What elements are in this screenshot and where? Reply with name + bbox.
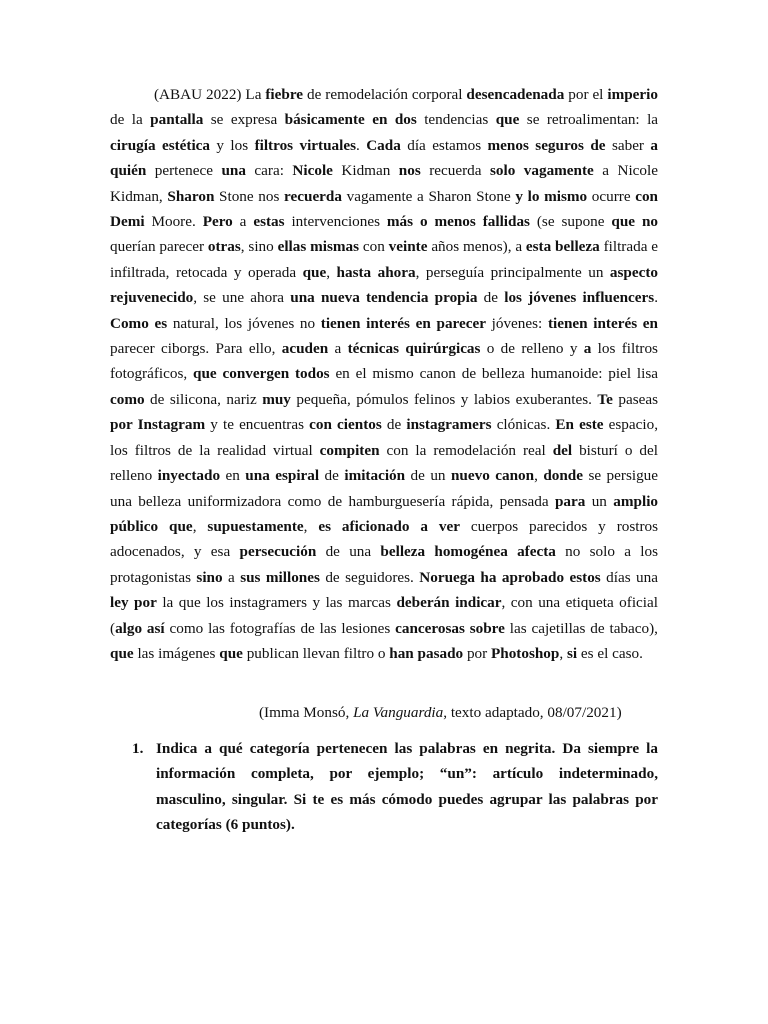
bold-term: que [302, 263, 327, 281]
text-run: . [356, 136, 367, 154]
text-run: a [328, 340, 348, 358]
text-run: de [381, 416, 407, 434]
text-run: , perseguía principalmente un [415, 263, 610, 281]
bold-term: del [552, 441, 573, 459]
bold-term: que [495, 111, 520, 129]
bold-term: aspecto rejuvenecido [110, 263, 659, 307]
bold-term: nuevo canon [450, 467, 535, 485]
bold-term: técnicas quirúrgicas [347, 340, 481, 358]
text-run: y los [210, 136, 255, 154]
bold-term: Nicole [292, 162, 333, 180]
text-run: por [463, 644, 491, 662]
text-run: . [654, 289, 658, 307]
bold-term: Como es [110, 314, 168, 332]
bold-term: Photoshop [490, 644, 560, 662]
bold-term: menos seguros de [487, 136, 606, 154]
bold-term: es aficionado a ver [318, 517, 460, 535]
text-run: Kidman [332, 162, 399, 180]
bold-term: una nueva tendencia propia [290, 289, 478, 307]
bold-term: Cada [366, 136, 401, 154]
text-run: de silicona, nariz [144, 390, 263, 408]
text-run: días una [600, 568, 658, 586]
text-run: y te encuentras [205, 416, 310, 434]
bold-term: tienen interés en [547, 314, 658, 332]
text-run: filtrada e infiltrada, retocada y operada [110, 238, 659, 281]
bold-term: solo vagamente [489, 162, 594, 180]
text-run: tendencias [416, 111, 496, 129]
text-run: de remodelación corporal [303, 86, 467, 103]
text-run: años menos), a [427, 238, 526, 256]
text-run: un [585, 492, 614, 510]
bold-term: han pasado [389, 644, 464, 662]
text-run: no solo a los protagonistas [110, 543, 658, 586]
text-run: pertenece [146, 162, 222, 180]
bold-term: cancerosas sobre [395, 619, 505, 637]
text-run: Stone nos [214, 187, 285, 205]
bold-term: sino [196, 568, 223, 586]
bold-term: estas [253, 213, 285, 231]
text-run: de la [110, 111, 151, 129]
text-run: o de relleno y [480, 340, 584, 358]
bold-term: veinte [388, 238, 428, 256]
question-number: 1. [132, 740, 144, 757]
bold-term: algo así [115, 619, 165, 637]
bold-term: recuerda [284, 187, 342, 205]
text-run: , [559, 644, 567, 662]
text-run: pequeña, pómulos felinos y labios exuberantes. [290, 390, 598, 408]
text-run: , se une ahora [193, 289, 291, 307]
bold-term: imitación [344, 467, 406, 485]
bold-term: amplio público que [110, 492, 659, 535]
bold-term: filtros virtuales [254, 136, 357, 154]
bold-term: con Demi [110, 187, 658, 231]
source-prefix: (Imma Monsó, [259, 704, 354, 721]
text-run: de [477, 289, 505, 307]
text-run: se expresa [203, 111, 285, 129]
text-run: a [232, 213, 254, 231]
bold-term: acuden [281, 340, 329, 358]
bold-term: Sharon [167, 187, 215, 205]
text-run: , con una etiqueta oficial ( [110, 594, 658, 637]
bold-term: que [110, 644, 134, 662]
bold-term: a quién [110, 136, 658, 180]
article-paragraph [110, 82, 658, 666]
bold-term: y lo mismo [515, 187, 588, 205]
text-run: cuerpos parecidos y rostros adocenados, y esa [110, 517, 659, 561]
bold-term: otras [207, 238, 241, 256]
text-run: de un [405, 467, 451, 485]
text-run: la que los instagramers y las marcas [156, 594, 397, 612]
text-run: como las fotografías de las lesiones [164, 619, 396, 637]
bold-term: para [554, 492, 586, 510]
bold-term: a [583, 340, 592, 358]
source-publication: La Vanguardia [353, 704, 444, 721]
text-run: día estamos [400, 136, 488, 154]
bold-term: una [221, 162, 246, 180]
bold-term: belleza homogénea afecta [380, 543, 556, 561]
text-run: espacio, los filtros de la realidad virtual [110, 416, 658, 459]
text-run: intervenciones [284, 213, 387, 231]
bold-term: supuestamente [207, 517, 304, 535]
text-run: saber [605, 136, 651, 154]
text-run: con [359, 238, 389, 256]
bold-term: Pero [202, 213, 233, 231]
text-run: publican llevan filtro o [242, 644, 390, 662]
question-item [110, 736, 658, 838]
bold-term: muy [262, 390, 291, 408]
bold-term: con cientos [309, 416, 382, 434]
text-run: es el caso. [577, 644, 643, 662]
text-run: los filtros fotográficos, [110, 340, 658, 383]
bold-term: más o menos fallidas [386, 213, 530, 231]
text-run: (ABAU 2022) La [154, 86, 266, 103]
bold-term: que no [611, 213, 658, 231]
text-run: , [534, 467, 544, 485]
text-run: las imágenes [133, 644, 220, 662]
bold-term: cirugía estética [110, 136, 211, 154]
bold-term: esta belleza [525, 238, 600, 256]
bold-term: por Instagram [110, 416, 206, 434]
text-run: vagamente a Sharon Stone [341, 187, 516, 205]
bold-term: ley por [110, 594, 157, 612]
text-run: por el [564, 86, 608, 103]
bold-term: deberán indicar [396, 594, 502, 612]
bold-term: donde [543, 467, 583, 485]
text-run: recuerda [420, 162, 490, 180]
bold-term: los jóvenes influencers [504, 289, 655, 307]
text-run: a [222, 568, 241, 586]
text-run: con la remodelación real [379, 441, 553, 459]
text-run: natural, los jóvenes no [167, 314, 321, 332]
text-run: se persigue una belleza uniformizadora como de hamburguesería rápida, pensada [110, 467, 658, 510]
text-run: cara: [245, 162, 293, 180]
source-suffix: , texto adaptado, 08/07/2021) [443, 704, 622, 721]
bold-term: que convergen todos [193, 365, 330, 383]
text-run: las cajetillas de tabaco), [504, 619, 658, 637]
text-run: de seguidores. [319, 568, 420, 586]
text-run: , [303, 517, 319, 535]
bold-term: instagramers [406, 416, 492, 434]
text-run: (se supone [529, 213, 612, 231]
bold-term: una espiral [245, 467, 320, 485]
text-run: , sino [240, 238, 278, 256]
text-run: a Nicole Kidman, [110, 162, 658, 205]
source-citation [259, 700, 658, 725]
bold-term: tienen interés en parecer [320, 314, 486, 332]
bold-term: fiebre [265, 86, 304, 103]
bold-term: sus millones [240, 568, 320, 586]
question-text: Indica a qué categoría pertenecen las palabras en negrita. Da siempre la información completa, por ejemplo; “un”: artículo indeterminado, masculino, singular. Si te es más cómodo puedes agrupar las palabras por categorías (6 puntos). [156, 740, 658, 834]
text-run: bisturí o del relleno [110, 441, 658, 485]
text-run: en el mismo canon de belleza humanoide: piel lisa [329, 365, 658, 383]
bold-term: pantalla [150, 111, 204, 129]
bold-term: inyectado [157, 467, 221, 485]
bold-term: desencadenada [466, 86, 565, 103]
text-run: ocurre [587, 187, 636, 205]
bold-term: si [566, 644, 578, 662]
bold-term: Noruega ha aprobado estos [419, 568, 601, 586]
text-run: Moore. [144, 213, 203, 231]
text-run: se retroalimentan: la [519, 111, 659, 129]
text-run: en [220, 467, 246, 485]
bold-term: imperio [607, 86, 658, 103]
bold-term: persecución [239, 543, 317, 561]
bold-term: como [110, 390, 145, 408]
bold-term: básicamente en dos [284, 111, 417, 129]
text-run: de [319, 467, 345, 485]
bold-term: compiten [319, 441, 380, 459]
bold-term: nos [398, 162, 421, 180]
text-run: , [326, 263, 337, 281]
bold-term: Te [597, 390, 613, 408]
text-run: clónicas. [491, 416, 556, 434]
text-run: de una [316, 543, 381, 561]
text-run: paseas [612, 390, 658, 408]
bold-term: que [219, 644, 243, 662]
bold-term: hasta ahora [336, 263, 416, 281]
bold-term: ellas mismas [277, 238, 360, 256]
text-run: jóvenes: [485, 314, 548, 332]
text-run: querían parecer [110, 238, 208, 256]
text-run: , [192, 517, 208, 535]
text-run: parecer ciborgs. Para ello, [110, 340, 282, 358]
bold-term: En este [555, 416, 604, 434]
